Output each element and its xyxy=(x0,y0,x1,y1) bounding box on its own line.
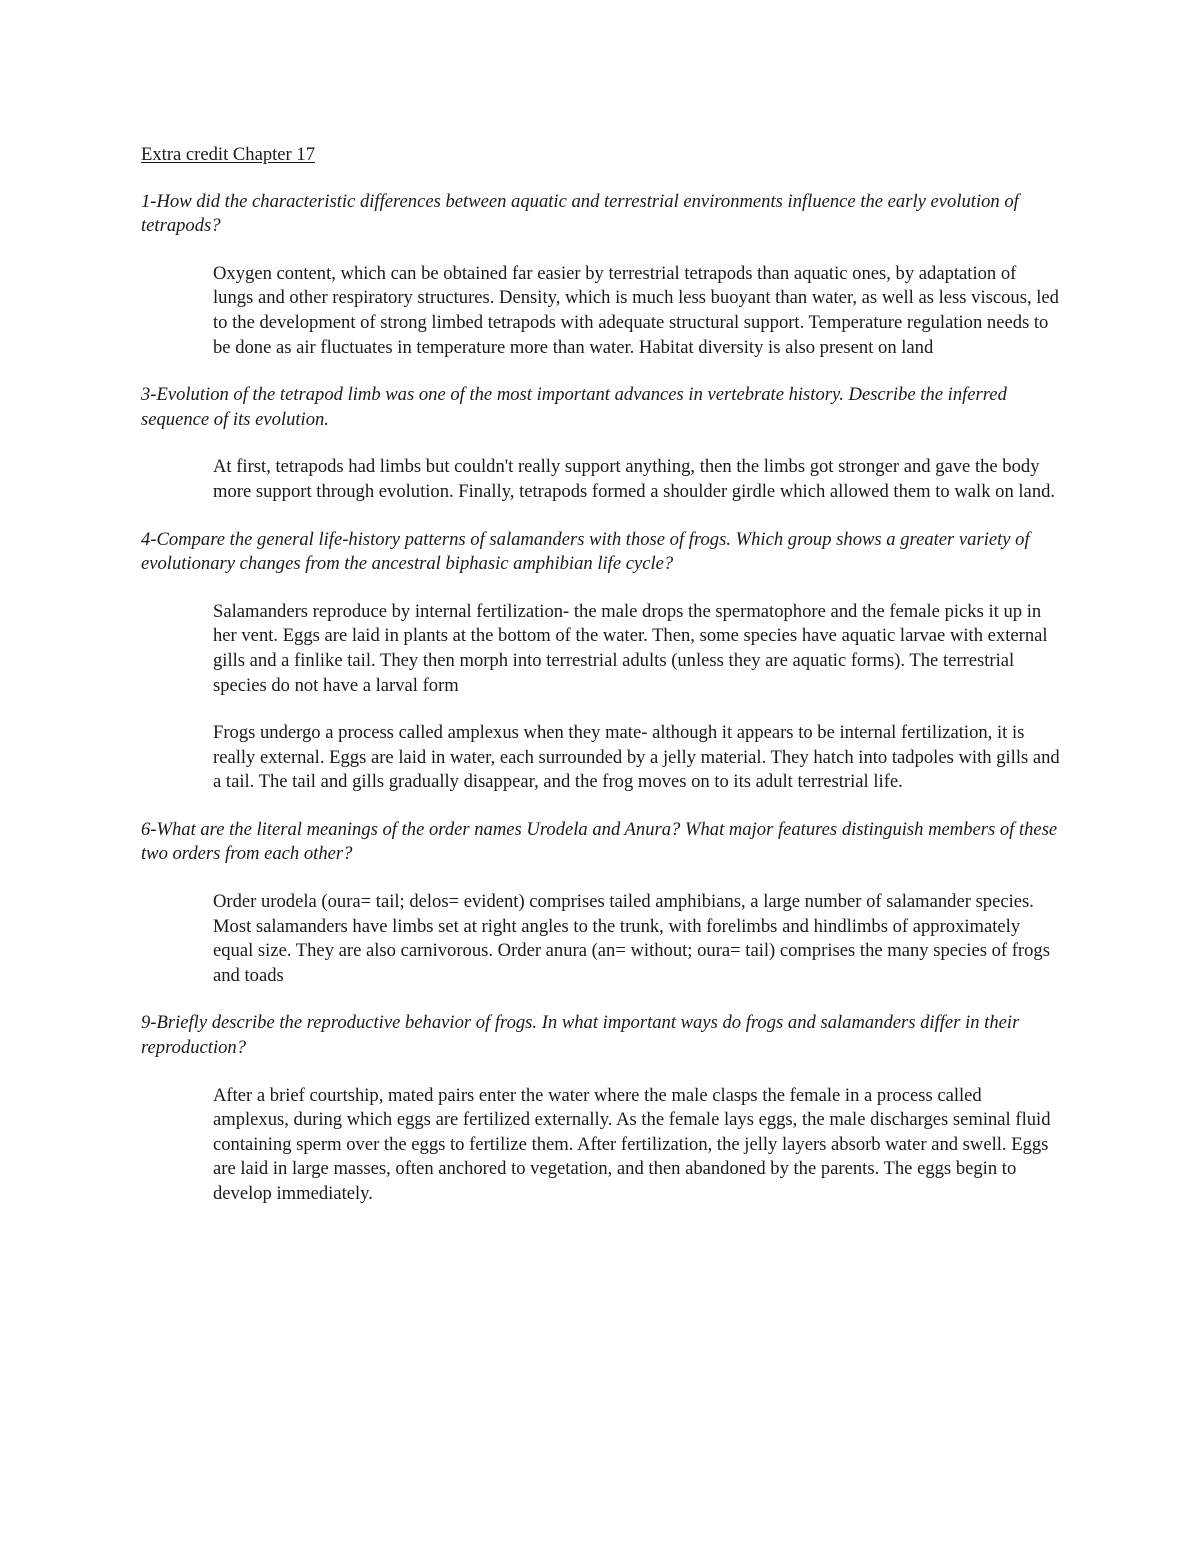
question-1: 1-How did the characteristic differences between aquatic and terrestrial environments influence the early evolution of tetrapods? xyxy=(141,190,1019,237)
answer-4-frogs: Frogs undergo a process called amplexus when they mate- although it appears to be internal fertilization, it is really external. Eggs are laid in water, each surrounded by a jelly material. They hatch into tadpoles with gills and a tail. The tail and gills gradually disappear, and the frog moves on to its adult terrestrial life. xyxy=(213,722,1060,793)
answer-9: After a brief courtship, mated pairs enter the water where the male clasps the female in a process called amplexus, during which eggs are fertilized externally. As the female lays eggs, the male discharges seminal fluid containing sperm over the eggs to fertilize them. After fertilization, the jelly layers absorb water and swell. Eggs are laid in large masses, often anchored to vegetation, and then abandoned by the parents. The eggs begin to develop immediately. xyxy=(213,1084,1051,1204)
question-4: 4-Compare the general life-history patterns of salamanders with those of frogs. Which group shows a greater variety of evolutionary changes from the ancestral biphasic amphibian life cycle? xyxy=(141,528,1030,575)
question-6: 6-What are the literal meanings of the order names Urodela and Anura? What major features distinguish members of these two orders from each other? xyxy=(141,818,1058,865)
document-body xyxy=(141,143,1061,1230)
answer-3: At first, tetrapods had limbs but couldn't really support anything, then the limbs got stronger and gave the body more support through evolution. Finally, tetrapods formed a shoulder girdle which allowed them to walk on land. xyxy=(213,456,1056,502)
answer-6: Order urodela (oura= tail; delos= evident) comprises tailed amphibians, a large number of salamander species. Most salamanders have limbs set at right angles to the trunk, with forelimbs and hindlimbs of approximately equal size. They are also carnivorous. Order anura (an= without; oura= tail) comprises the many species of frogs and toads xyxy=(213,891,1050,986)
answer-1: Oxygen content, which can be obtained far easier by terrestrial tetrapods than aquatic ones, by adaptation of lungs and other respiratory structures. Density, which is much less buoyant than water, as well as less viscous, led to the development of strong limbed tetrapods with adequate structural support. Temperature regulation needs to be done as air fluctuates in temperature more than water. Habitat diversity is also present on land xyxy=(213,262,1059,358)
answer-4-salamanders: Salamanders reproduce by internal fertilization- the male drops the spermatophore and the female picks it up in her vent. Eggs are laid in plants at the bottom of the water. Then, some species have aquatic larvae with external gills and a finlike tail. They then morph into terrestrial adults (unless they are aquatic forms). The terrestrial species do not have a larval form xyxy=(213,600,1048,696)
question-3: 3-Evolution of the tetrapod limb was one of the most important advances in vertebrate history. Describe the inferred sequence of its evolution. xyxy=(141,384,1007,430)
question-9: 9-Briefly describe the reproductive behavior of frogs. In what important ways do frogs and salamanders differ in their reproduction? xyxy=(141,1012,1020,1059)
document-title: Extra credit Chapter 17 xyxy=(141,144,315,165)
